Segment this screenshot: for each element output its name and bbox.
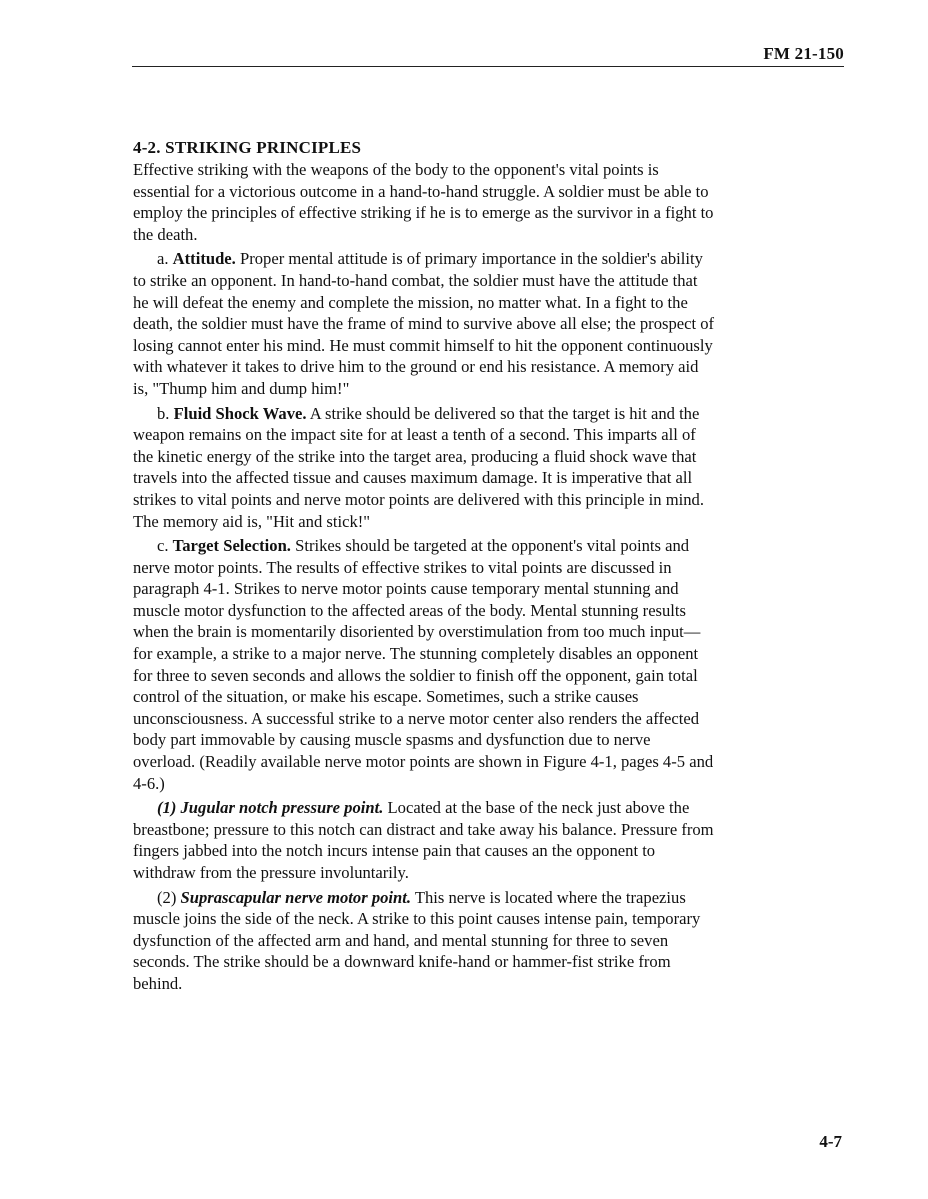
document-id: FM 21-150	[763, 44, 844, 63]
section-heading: 4-2. STRIKING PRINCIPLES	[133, 138, 362, 157]
paragraph-prefix: b.	[157, 403, 174, 423]
paragraph-lead: Fluid Shock Wave.	[173, 403, 307, 423]
paragraph-text: A strike should be delivered so that the target is hit and the weapon remains on the impact site for at least a tenth of a second. This imparts all of the kinetic energy of the strike into the target area, producing a fluid shock wave that travels into the affected tissue and causes maximum damage. It is imperative that all strikes to vital points and nerve motor points are delivered with this principle in mind. The memory aid is, "Hit and stick!"	[133, 403, 704, 531]
paragraph-lead: (1) Jugular notch pressure point.	[157, 798, 384, 818]
paragraph-text: Proper mental attitude is of primary importance in the soldier's ability to strike an opponent. In hand-to-hand combat, the soldier must have the attitude that he will defeat the enemy and complete the mission, no matter what. In a fight to the death, the soldier must have the frame of mind to survive above all else; the prospect of losing cannot enter his mind. He must commit himself to hit the opponent continuously with whatever it takes to drive him to the ground or end his resistance. A memory aid is, "Thump him and dump him!"	[133, 249, 715, 398]
paragraph-lead: Suprascapular nerve motor point.	[180, 887, 412, 907]
header-rule	[132, 66, 844, 67]
paragraph-lead: Attitude.	[172, 249, 236, 269]
paragraph-prefix: a.	[157, 249, 173, 269]
page-body	[133, 137, 716, 998]
paragraph-fluid-shock-wave	[133, 403, 716, 533]
paragraph-target-selection	[133, 535, 716, 794]
paragraph-prefix: c.	[157, 536, 173, 556]
paragraph-text: This nerve is located where the trapezius muscle joins the side of the neck. A strike to this point causes intense pain, temporary dysfunction of the affected arm and hand, and mental stunning for three to seven seconds. The strike should be a downward knife-hand or hammer-fist strike from behind.	[133, 887, 701, 993]
paragraph-suprascapular-nerve	[133, 887, 716, 995]
paragraph-attitude	[133, 248, 716, 399]
paragraph-jugular-notch	[133, 797, 716, 883]
page-number: 4-7	[819, 1132, 842, 1151]
paragraph-text: Located at the base of the neck just above the breastbone; pressure to this notch can distract and take away his balance. Pressure from fingers jabbed into the notch incurs intense pain that causes an the opponent to withdraw from the pressure involuntarily.	[133, 798, 714, 882]
paragraph-lead: Target Selection.	[172, 536, 291, 556]
paragraph-prefix: (2)	[157, 887, 181, 907]
intro-paragraph: Effective striking with the weapons of the body to the opponent's vital points is essential for a victorious outcome in a hand-to-hand struggle. A soldier must be able to employ the principles of effective striking if he is to emerge as the survivor in a fight to the death.	[133, 160, 714, 244]
paragraph-text: Strikes should be targeted at the opponent's vital points and nerve motor points. The results of effective strikes to vital points are discussed in paragraph 4-1. Strikes to nerve motor points cause temporary mental stunning and muscle motor dysfunction to the affected areas of the body. Mental stunning results when the brain is momentarily disoriented by overstimulation from too much input—for example, a strike to a major nerve. The stunning completely disables an opponent for three to seven seconds and allows the soldier to finish off the opponent, gain total control of the situation, or make his escape. Sometimes, such a strike causes unconsciousness. A successful strike to a nerve motor center also renders the affected body part immovable by causing muscle spasms and dysfunction due to nerve overload. (Readily available nerve motor points are shown in Figure 4-1, pages 4-5 and 4-6.)	[133, 536, 714, 793]
